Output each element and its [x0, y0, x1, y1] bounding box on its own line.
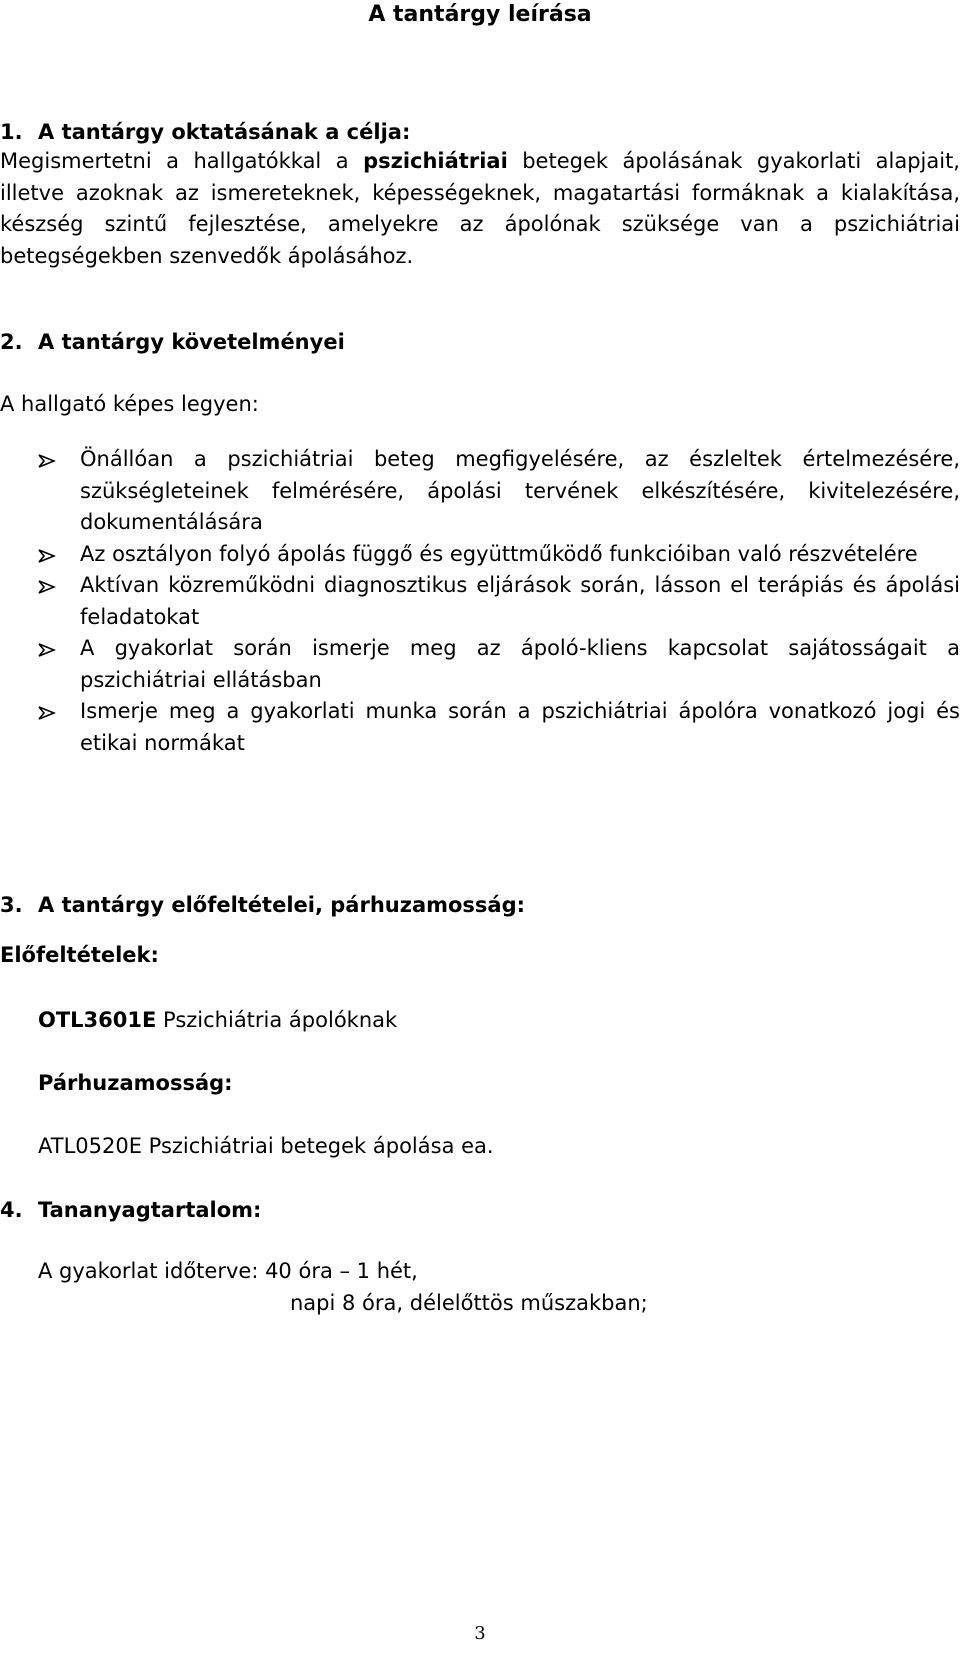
arrowhead-bullet-icon — [38, 706, 56, 720]
section-1-heading — [0, 117, 410, 147]
arrowhead-bullet-icon — [38, 643, 56, 657]
parallel-course: ATL0520E Pszichiátriai betegek ápolása ea. — [38, 1134, 494, 1158]
list-item-text: Önállóan a pszichiátriai beteg megfigyelésére, az észleltek értelmezésére, szükségleteinek felmérésére, ápolási tervének elkészítésére, kivitelezésére, dokumentálására — [80, 447, 960, 534]
requirements-list — [0, 444, 960, 759]
schedule-line-1: A gyakorlat időterve: 40 óra – 1 hét, — [38, 1259, 418, 1283]
prerequisite-course — [38, 1005, 397, 1035]
section-2-number: 2. — [0, 330, 23, 354]
list-item — [0, 633, 960, 696]
section-2-intro: A hallgató képes legyen: — [0, 392, 259, 416]
parallel-label: Párhuzamosság: — [38, 1071, 233, 1095]
section-3-title: A tantárgy előfeltételei, párhuzamosság: — [38, 893, 526, 917]
section-1-text-start: Megismertetni a hallgatókkal a — [0, 149, 364, 173]
list-item-text: A gyakorlat során ismerje meg az ápoló-kliens kapcsolat sajátosságait a pszichiátriai ellátásban — [80, 636, 960, 692]
section-3-number: 3. — [0, 893, 23, 917]
list-item — [0, 444, 960, 539]
section-2-title: A tantárgy követelményei — [38, 330, 345, 354]
section-1-paragraph — [0, 146, 960, 272]
section-1-text-bold: pszichiátriai — [363, 149, 508, 173]
document-title: A tantárgy leírása — [368, 2, 592, 27]
section-2-heading — [0, 327, 345, 357]
section-4-number: 4. — [0, 1198, 23, 1222]
list-item — [0, 696, 960, 759]
arrowhead-bullet-icon — [38, 454, 56, 468]
section-4-title: Tananyagtartalom: — [38, 1198, 262, 1222]
arrowhead-bullet-icon — [38, 549, 56, 563]
section-1-title: A tantárgy oktatásának a célja: — [38, 120, 411, 144]
arrowhead-bullet-icon — [38, 580, 56, 594]
list-item-text: Ismerje meg a gyakorlati munka során a pszichiátriai ápolóra vonatkozó jogi és etikai normákat — [80, 699, 960, 755]
section-4-heading — [0, 1195, 261, 1225]
section-1-number: 1. — [0, 120, 23, 144]
prerequisite-course-code: OTL3601E — [38, 1008, 157, 1032]
prerequisites-label: Előfeltételek: — [0, 943, 159, 967]
section-3-heading — [0, 890, 525, 920]
list-item-text: Aktívan közreműködni diagnosztikus eljárások során, lásson el terápiás és ápolási feladatokat — [80, 573, 960, 629]
section-1-text-end: betegek ápolásának gyakorlati alapjait, illetve azoknak az ismereteknek, képességeknek, magatartási formáknak a kialakítása, készség szintű fejlesztése, amelyekre az ápolónak szüksége van a pszichiátriai betegségekben szenvedők ápolásához. — [0, 149, 960, 268]
schedule-line-2: napi 8 óra, délelőttös műszakban; — [290, 1291, 648, 1315]
prerequisite-course-name: Pszichiátria ápolóknak — [156, 1008, 398, 1032]
list-item — [0, 539, 960, 571]
list-item — [0, 570, 960, 633]
page-number: 3 — [474, 1623, 486, 1644]
list-item-text: Az osztályon folyó ápolás függő és együttműködő funkcióiban való részvételére — [80, 541, 918, 566]
